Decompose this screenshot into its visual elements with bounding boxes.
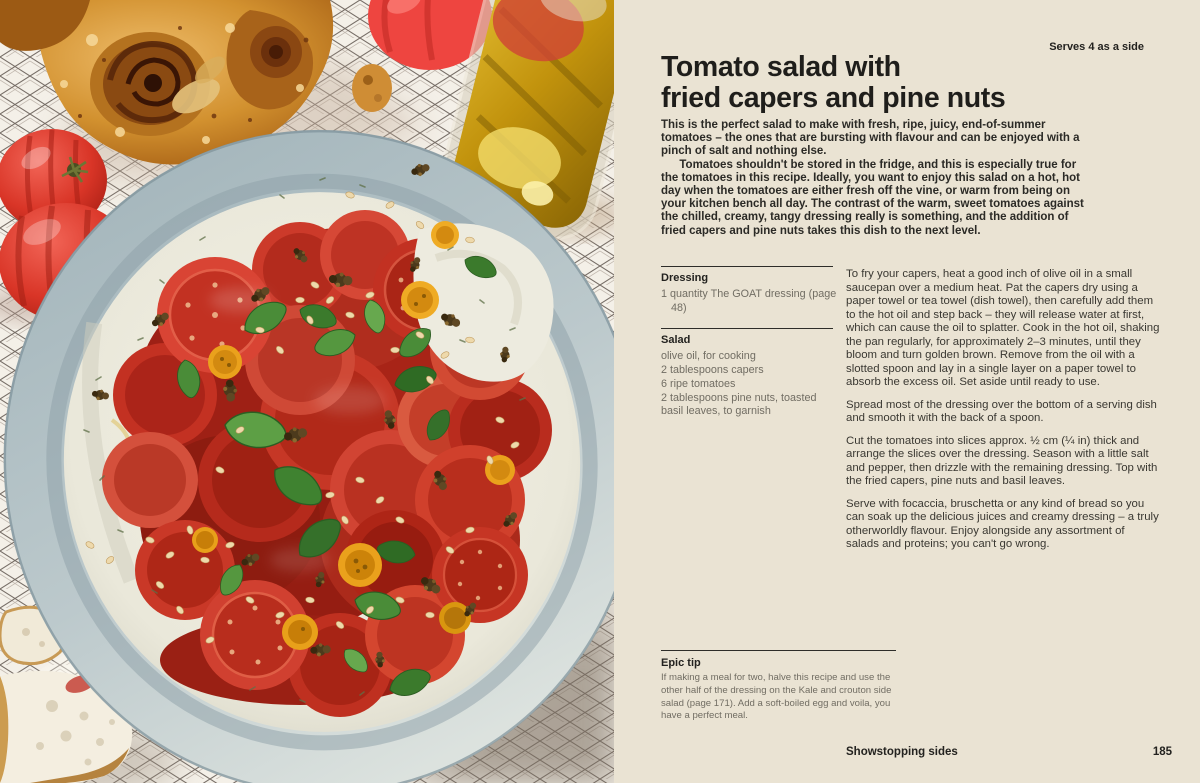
ingredient-item: 2 tablespoons capers — [661, 363, 764, 376]
intro-paragraph: Tomatoes shouldn't be stored in the fridge, and this is especially true for the tomatoes in this recipe. Ideally, you want to enjoy this salad on a hot, hot day when the tomatoes are either fresh off the vine, or warm from being on your kitchen bench all day. The contrast of the warm, sweet tomatoes against the chilled, creamy, tangy dressing really is something, and the addition of fried capers and pine nuts takes this dish to the next level. — [661, 158, 1084, 237]
epic-tip — [661, 650, 911, 723]
page-title — [661, 52, 1005, 114]
method-step: Cut the tomatoes into slices approx. ½ cm (¼ in) thick and arrange the slices over the dressing. Season with a little salt and pepper, then drizzle with the remaining dressing. Top with the fried capers, pine nuts and basil leaves. — [846, 434, 1158, 487]
divider — [661, 266, 833, 267]
method-step: To fry your capers, heat a good inch of olive oil in a small saucepan over a medium heat. Pat the capers dry using a paper towel or tea towel (dish towel), then carefully add them to the hot oil and step back – they will release water at first, which can cause the oil to splatter. Cook in the hot oil, shaking the pan regularly, for approximately 2–3 minutes, until they bloom and turn golden brown. Remove from the oil with a slotted spoon and lay in a single layer on a paper towel to absorb the excess oil. Set aside until ready to use. — [846, 268, 1160, 388]
ingredient-item: basil leaves, to garnish — [661, 405, 771, 418]
ingredient-item: 6 ripe tomatoes — [661, 377, 736, 390]
recipe-intro — [661, 119, 1089, 238]
method-column — [846, 268, 1160, 561]
tip-heading: Epic tip — [661, 657, 701, 669]
salad-list — [661, 350, 853, 420]
tip-body: If making a meal for two, halve this recipe and use the other half of the dressing on the Kale and crouton side salad (page 171). Add a soft-boiled egg and voila, you have a perfect meal. — [661, 672, 892, 722]
ingredients-column — [661, 266, 853, 419]
title-line2: fried capers and pine nuts — [661, 82, 1006, 115]
chapter-label: Showstopping sides — [846, 746, 958, 758]
recipe-page — [614, 0, 1200, 783]
ingredient-item: 2 tablespoons pine nuts, toasted — [661, 391, 817, 404]
page-number: 185 — [1152, 746, 1172, 758]
intro-paragraph: This is the perfect salad to make with fresh, ripe, juicy, end-of-summer tomatoes – the ones that are bursting with flavour and can be enjoyed with a pinch of salt and nothing else. — [661, 119, 1080, 158]
dressing-heading: Dressing — [661, 272, 709, 284]
dressing-list — [661, 288, 853, 316]
salad-heading: Salad — [661, 333, 691, 346]
divider — [661, 650, 896, 651]
ingredient-item: olive oil, for cooking — [661, 349, 756, 362]
divider — [661, 328, 833, 329]
method-step: Spread most of the dressing over the bottom of a serving dish and smooth it with the back of a spoon. — [846, 398, 1157, 424]
method-step: Serve with focaccia, bruschetta or any kind of bread so you can soak up the delicious juices and creamy dressing – a truly otherworldly flavour. Enjoy alongside any assortment of salads and proteins; you can't go wrong. — [846, 497, 1159, 550]
ingredient-item: 1 quantity The GOAT dressing (page 48) — [661, 288, 837, 314]
serves-note: Serves 4 as a side — [1049, 41, 1144, 53]
title-line1: Tomato salad with — [661, 51, 901, 84]
